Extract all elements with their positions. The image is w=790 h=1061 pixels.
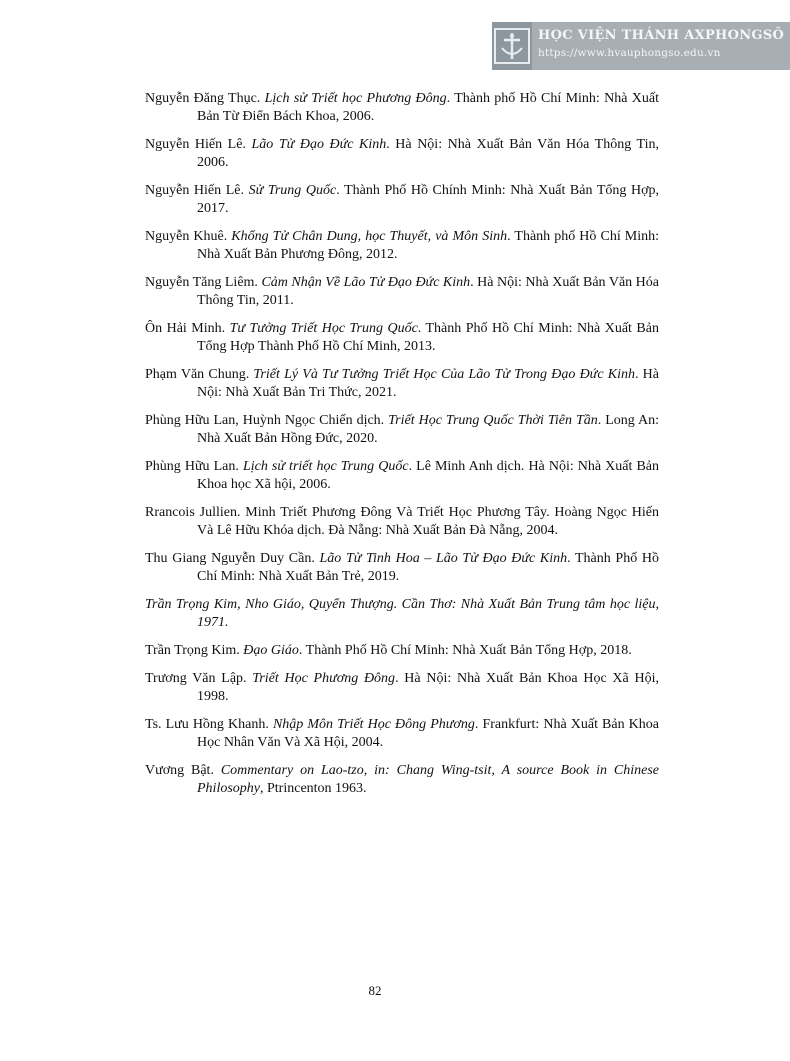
- bibliography-entry: [145, 762, 659, 798]
- entry-title: Tư Tưởng Triết Học Trung Quốc: [229, 321, 418, 336]
- entry-author: Ts. Lưu Hồng Khanh.: [145, 717, 273, 732]
- entry-publication: , Ptrincenton 1963.: [260, 781, 367, 796]
- bibliography-entry: [145, 182, 659, 218]
- entry-author: Phùng Hữu Lan, Huỳnh Ngọc Chiến dịch.: [145, 413, 389, 428]
- watermark-url: https://www.hvauphongso.edu.vn: [538, 47, 721, 59]
- entry-author: Trương Văn Lập.: [145, 671, 253, 686]
- bibliography-entry: [145, 412, 659, 448]
- entry-title: Commentary on Lao-tzo, in: Chang Wing-tsit, A source Book in Chinese Philosophy: [197, 763, 659, 796]
- watermark-text: [532, 22, 790, 70]
- bibliography-entry: [145, 596, 659, 632]
- entry-publication: . Frankfurt: Nhà Xuất Bản Khoa Học Nhân Văn Và Xã Hội, 2004.: [197, 717, 659, 750]
- entry-author: Trần Trọng Kim.: [145, 643, 244, 658]
- bibliography-entry: [145, 228, 659, 264]
- bibliography-entry: [145, 716, 659, 752]
- entry-author: Phạm Văn Chung.: [145, 367, 254, 382]
- bibliography-list: [145, 90, 659, 808]
- entry-author: Rrancois Jullien. Minh Triết Phương Đông Và Triết Học Phương Tây. Hoàng Ngọc Hiến Và Lê Hữu Khóa dịch. Đà Nẵng: Nhà Xuất Bản Đà Nẵng, 2004.: [145, 505, 659, 538]
- entry-title: Cảm Nhận Về Lão Tử Đạo Đức Kinh: [261, 275, 471, 290]
- entry-title: Nhập Môn Triết Học Đông Phương: [272, 717, 475, 732]
- entry-publication: . Thành Phố Hồ Chí Minh: Nhà Xuất Bản Tổng Hợp, 2018.: [298, 643, 632, 658]
- entry-title: Sử Trung Quốc: [248, 183, 337, 198]
- entry-title: Triết Học Phương Đông: [252, 671, 396, 686]
- bibliography-entry: [145, 550, 659, 586]
- bibliography-entry: [145, 136, 659, 172]
- bibliography-entry: [145, 320, 659, 356]
- bibliography-entry: [145, 90, 659, 126]
- entry-author: Nguyễn Hiến Lê.: [145, 183, 249, 198]
- entry-publication: . Thành phố Hồ Chí Minh: Nhà Xuất Bản Phương Đông, 2012.: [197, 229, 659, 262]
- entry-author: Nguyễn Tăng Liêm.: [145, 275, 262, 290]
- entry-publication: . Hà Nội: Nhà Xuất Bản Khoa Học Xã Hội, 1998.: [197, 671, 659, 704]
- entry-title: Lão Tử Tinh Hoa – Lão Tử Đạo Đức Kinh: [319, 551, 568, 566]
- entry-author: Nguyễn Hiến Lê.: [145, 137, 252, 152]
- entry-publication: . Lê Minh Anh dịch. Hà Nội: Nhà Xuất Bản Khoa học Xã hội, 2006.: [197, 459, 659, 492]
- entry-author: Nguyễn Đăng Thục.: [145, 91, 265, 106]
- bibliography-entry: [145, 274, 659, 310]
- bibliography-entry: [145, 366, 659, 402]
- entry-author: Vương Bật.: [145, 763, 221, 778]
- entry-publication: . Thành Phố Hồ Chí Minh: Nhà Xuất Bản Tổng Hợp Thành Phố Hồ Chí Minh, 2013.: [197, 321, 659, 354]
- entry-publication: . Hà Nội: Nhà Xuất Bản Văn Hóa Thông Tin, 2011.: [197, 275, 659, 308]
- watermark-name: HỌC VIỆN THÁNH AXPHONGSÔ: [538, 28, 785, 43]
- entry-title: Trần Trọng Kim, Nho Giáo, Quyển Thượng. Cần Thơ: Nhà Xuất Bản Trung tâm học liệu, 1971.: [145, 597, 659, 630]
- entry-title: Triết Lý Và Tư Tưởng Triết Học Của Lão Tử Trong Đạo Đức Kinh: [253, 367, 635, 382]
- watermark-logo: [492, 22, 785, 70]
- entry-author: Ôn Hải Minh.: [145, 321, 230, 336]
- entry-publication: . Thành phố Hồ Chí Minh: Nhà Xuất Bản Từ Điển Bách Khoa, 2006.: [197, 91, 659, 124]
- entry-author: Thu Giang Nguyễn Duy Cần.: [145, 551, 320, 566]
- bibliography-entry: [145, 642, 659, 660]
- bibliography-entry: [145, 458, 659, 494]
- entry-title: Đạo Giáo: [243, 643, 299, 658]
- entry-author: Phùng Hữu Lan.: [145, 459, 243, 474]
- bibliography-entry: [145, 670, 659, 706]
- entry-title: Lão Tử Đạo Đức Kinh: [251, 137, 387, 152]
- entry-title: Triết Học Trung Quốc Thời Tiên Tần: [388, 413, 598, 428]
- page-number: 82: [368, 983, 382, 998]
- bibliography-entry: [145, 504, 659, 540]
- entry-author: Nguyễn Khuê.: [145, 229, 232, 244]
- entry-title: Lịch sử Triết học Phương Đông: [264, 91, 447, 106]
- entry-title: Lịch sử triết học Trung Quốc: [242, 459, 409, 474]
- entry-publication: . Long An: Nhà Xuất Bản Hồng Đức, 2020.: [197, 413, 659, 446]
- entry-title: Khổng Tử Chân Dung, học Thuyết, và Môn Sinh: [231, 229, 508, 244]
- entry-publication: . Thành Phố Hồ Chính Minh: Nhà Xuất Bản Tổng Hợp, 2017.: [197, 183, 659, 216]
- entry-publication: . Hà Nội: Nhà Xuất Bản Văn Hóa Thông Tin, 2006.: [197, 137, 659, 170]
- seal-icon: [492, 22, 532, 70]
- entry-publication: . Thành Phố Hồ Chí Minh: Nhà Xuất Bản Trẻ, 2019.: [197, 551, 659, 584]
- entry-publication: . Hà Nội: Nhà Xuất Bản Tri Thức, 2021.: [197, 367, 659, 400]
